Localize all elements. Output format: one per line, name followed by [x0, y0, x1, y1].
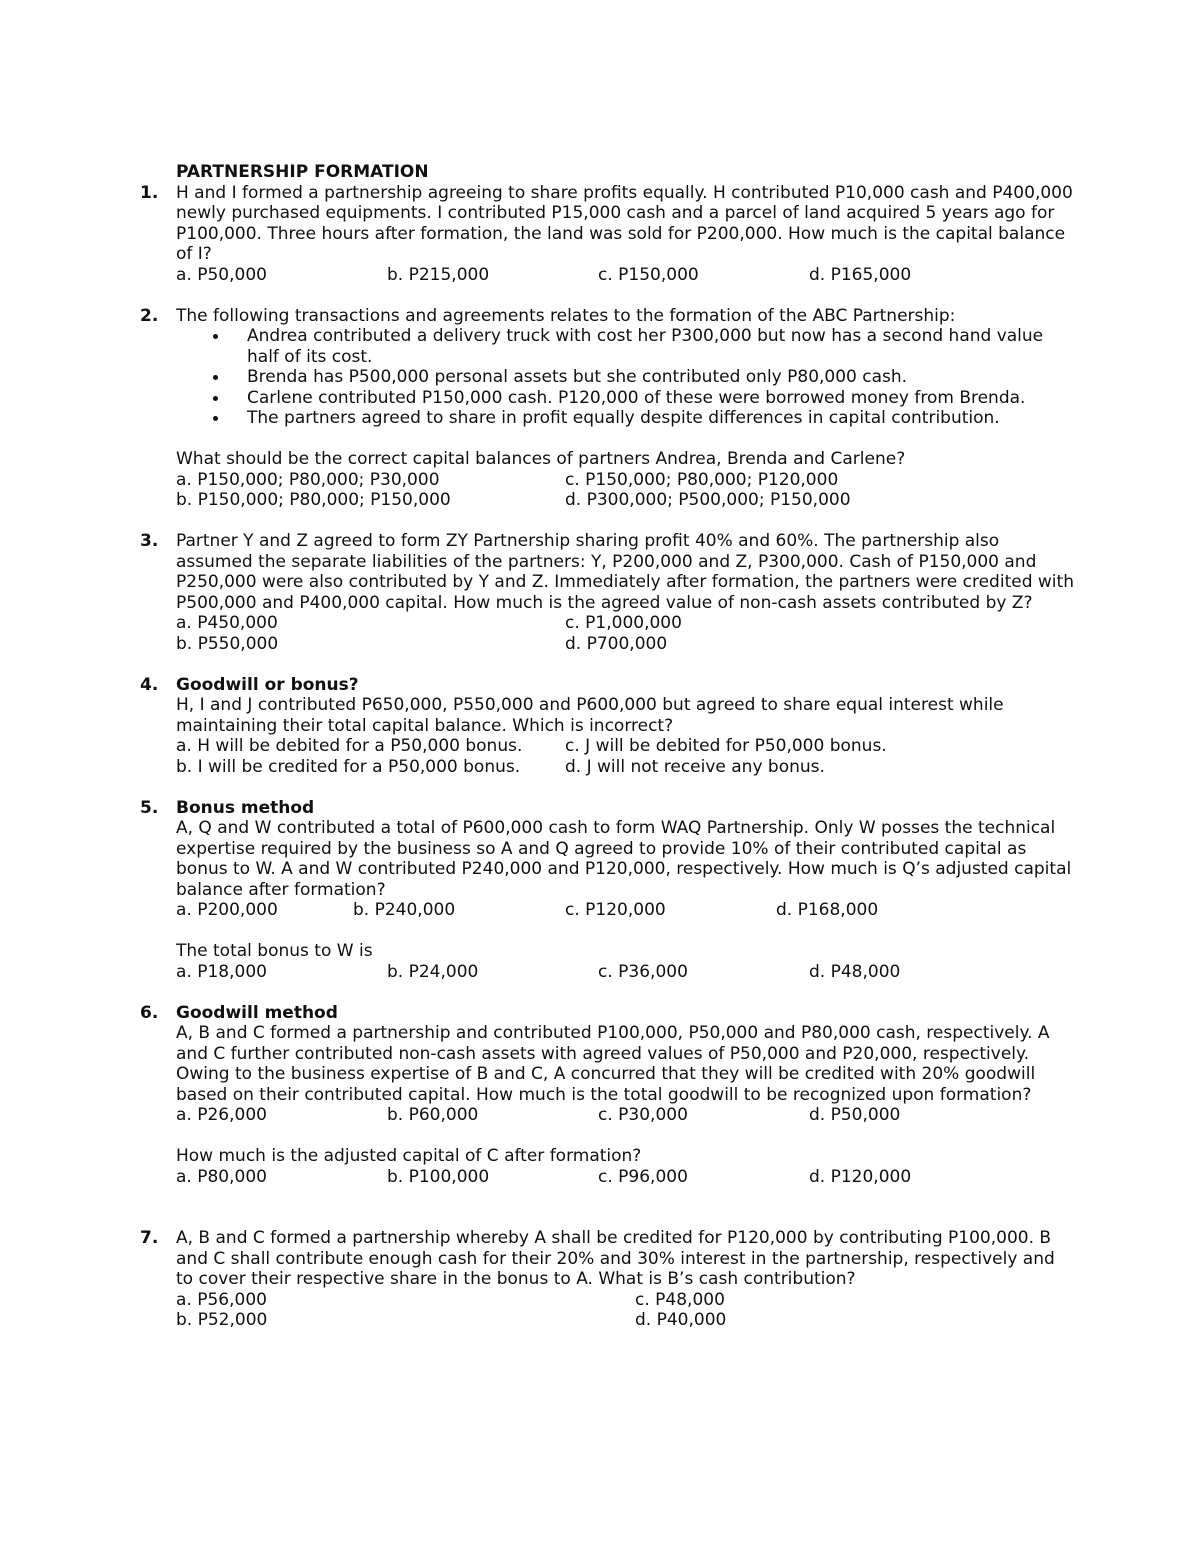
question-title: Goodwill or bonus?	[176, 674, 359, 695]
option-b: b. P150,000; P80,000; P150,000	[176, 490, 451, 510]
option-c: c. P48,000	[635, 1289, 725, 1310]
options-row	[176, 1167, 1076, 1188]
question-6	[140, 1002, 1076, 1188]
question-1	[140, 182, 1076, 286]
option-d: d. P168,000	[776, 900, 879, 920]
question-prompt: What should be the correct capital balances of partners Andrea, Brenda and Carlene?	[176, 449, 906, 469]
options-row	[176, 736, 1076, 757]
option-d: d. P50,000	[809, 1105, 901, 1125]
bullet-list	[176, 326, 1076, 429]
option-a: a. H will be debited for a P50,000 bonus.	[176, 736, 523, 756]
option-a: a. P50,000	[176, 264, 267, 285]
options-row	[176, 1290, 1076, 1311]
option-c: c. P30,000	[598, 1105, 688, 1125]
question-text: The following transactions and agreements relates to the formation of the ABC Partnership:	[176, 305, 956, 326]
option-a: a. P150,000; P80,000; P30,000	[176, 469, 440, 490]
bullet-icon	[213, 396, 218, 401]
question-number: 4.	[140, 674, 159, 695]
option-c: c. P150,000; P80,000; P120,000	[565, 469, 839, 490]
question-number: 3.	[140, 531, 159, 551]
question-7	[140, 1228, 1076, 1331]
option-a: a. P26,000	[176, 1105, 267, 1125]
bullet-item	[176, 388, 1076, 409]
document-body	[140, 162, 1076, 1331]
option-d: d. P120,000	[809, 1166, 912, 1187]
bullet-icon	[213, 375, 218, 380]
option-b: b. P24,000	[387, 961, 479, 982]
options-row	[176, 1310, 1076, 1331]
option-a: a. P80,000	[176, 1166, 267, 1187]
option-c: c. J will be debited for P50,000 bonus.	[565, 736, 887, 756]
option-b: b. P215,000	[387, 264, 490, 285]
options-row	[176, 1105, 1076, 1126]
options-row	[176, 613, 1076, 634]
question-4	[140, 674, 1076, 778]
question-text: A, B and C formed a partnership whereby A shall be credited for P120,000 by contributing P100,000. B and C shall contribute enough cash for their 20% and 30% interest in the partnership, respectively and to cover their respective share in the bonus to A. What is B’s cash contribution?	[176, 1228, 1055, 1289]
bullet-item	[176, 326, 1076, 367]
option-a: a. P18,000	[176, 961, 267, 982]
option-b: b. P550,000	[176, 633, 279, 654]
option-c: c. P96,000	[598, 1166, 688, 1187]
option-d: d. P700,000	[565, 633, 668, 654]
option-d: d. P300,000; P500,000; P150,000	[565, 490, 851, 510]
option-c: c. P1,000,000	[565, 613, 682, 633]
bullet-text: Brenda has P500,000 personal assets but she contributed only P80,000 cash.	[247, 367, 908, 387]
bullet-icon	[213, 416, 218, 421]
option-a: a. P56,000	[176, 1289, 267, 1310]
option-c: c. P150,000	[598, 264, 699, 285]
option-b: b. P60,000	[387, 1105, 479, 1125]
question-number: 5.	[140, 797, 159, 818]
question-number: 1.	[140, 182, 159, 203]
question-5	[140, 797, 1076, 983]
question-2	[140, 305, 1076, 511]
question-text: A, B and C formed a partnership and contributed P100,000, P50,000 and P80,000 cash, respectively. A and C further contributed non-cash assets with agreed values of P50,000 and P20,000, respectively. Owing to the business expertise of B and C, A concurred that they will be credited with 20% goodwill based on their contributed capital. How much is the total goodwill to be recognized upon formation?	[176, 1023, 1050, 1105]
question-number: 7.	[140, 1228, 159, 1248]
options-row	[176, 265, 1076, 286]
bullet-icon	[213, 334, 218, 339]
question-text: H, I and J contributed P650,000, P550,000 and P600,000 but agreed to share equal interest while maintaining their total capital balance. Which is incorrect?	[176, 695, 1004, 736]
question-number: 6.	[140, 1002, 159, 1023]
page-title: PARTNERSHIP FORMATION	[176, 162, 429, 182]
options-row	[176, 962, 1076, 983]
question-text: H and I formed a partnership agreeing to share profits equally. H contributed P10,000 cash and P400,000 newly purchased equipments. I contributed P15,000 cash and a parcel of land acquired 5 years ago for P100,000. Three hours after formation, the land was sold for P200,000. How much is the capital balance of I?	[176, 182, 1073, 264]
option-b: b. P240,000	[353, 900, 456, 920]
question-number: 2.	[140, 305, 159, 326]
question-title: Bonus method	[176, 797, 315, 818]
option-d: d. P48,000	[809, 961, 901, 982]
question-text: Partner Y and Z agreed to form ZY Partnership sharing profit 40% and 60%. The partnership also assumed the separate liabilities of the partners: Y, P200,000 and Z, P300,000. Cash of P150,000 and P250,000 were also contributed by Y and Z. Immediately after formation, the partners were credited with P500,000 and P400,000 capital. How much is the agreed value of non-cash assets contributed by Z?	[176, 531, 1074, 613]
options-row	[176, 490, 1076, 511]
option-d: d. P165,000	[809, 264, 912, 285]
option-a: a. P450,000	[176, 613, 278, 633]
option-b: b. P52,000	[176, 1310, 268, 1330]
question-3	[140, 531, 1076, 654]
bullet-item	[176, 367, 1076, 388]
option-d: d. J will not receive any bonus.	[565, 756, 825, 777]
option-d: d. P40,000	[635, 1310, 727, 1330]
option-b: b. P100,000	[387, 1166, 490, 1187]
options-row	[176, 757, 1076, 778]
option-a: a. P200,000	[176, 900, 278, 920]
bullet-item	[176, 408, 1076, 429]
question-text: A, Q and W contributed a total of P600,000 cash to form WAQ Partnership. Only W posses the technical expertise required by the business so A and Q agreed to provide 10% of their contributed capital as bonus to W. A and W contributed P240,000 and P120,000, respectively. How much is Q’s adjusted capital balance after formation?	[176, 818, 1072, 900]
option-c: c. P120,000	[565, 900, 666, 920]
question-prompt: The total bonus to W is	[176, 941, 373, 961]
option-b: b. I will be credited for a P50,000 bonus.	[176, 756, 521, 777]
options-row	[176, 634, 1076, 655]
option-c: c. P36,000	[598, 961, 688, 982]
options-row	[176, 900, 1076, 921]
options-row	[176, 470, 1076, 491]
bullet-text: Andrea contributed a delivery truck with cost her P300,000 but now has a second hand value half of its cost.	[247, 326, 1044, 367]
bullet-text: The partners agreed to share in profit equally despite differences in capital contribution.	[247, 408, 1000, 428]
bullet-text: Carlene contributed P150,000 cash. P120,000 of these were borrowed money from Brenda.	[247, 387, 1026, 408]
question-prompt: How much is the adjusted capital of C after formation?	[176, 1146, 642, 1166]
question-title: Goodwill method	[176, 1002, 338, 1023]
